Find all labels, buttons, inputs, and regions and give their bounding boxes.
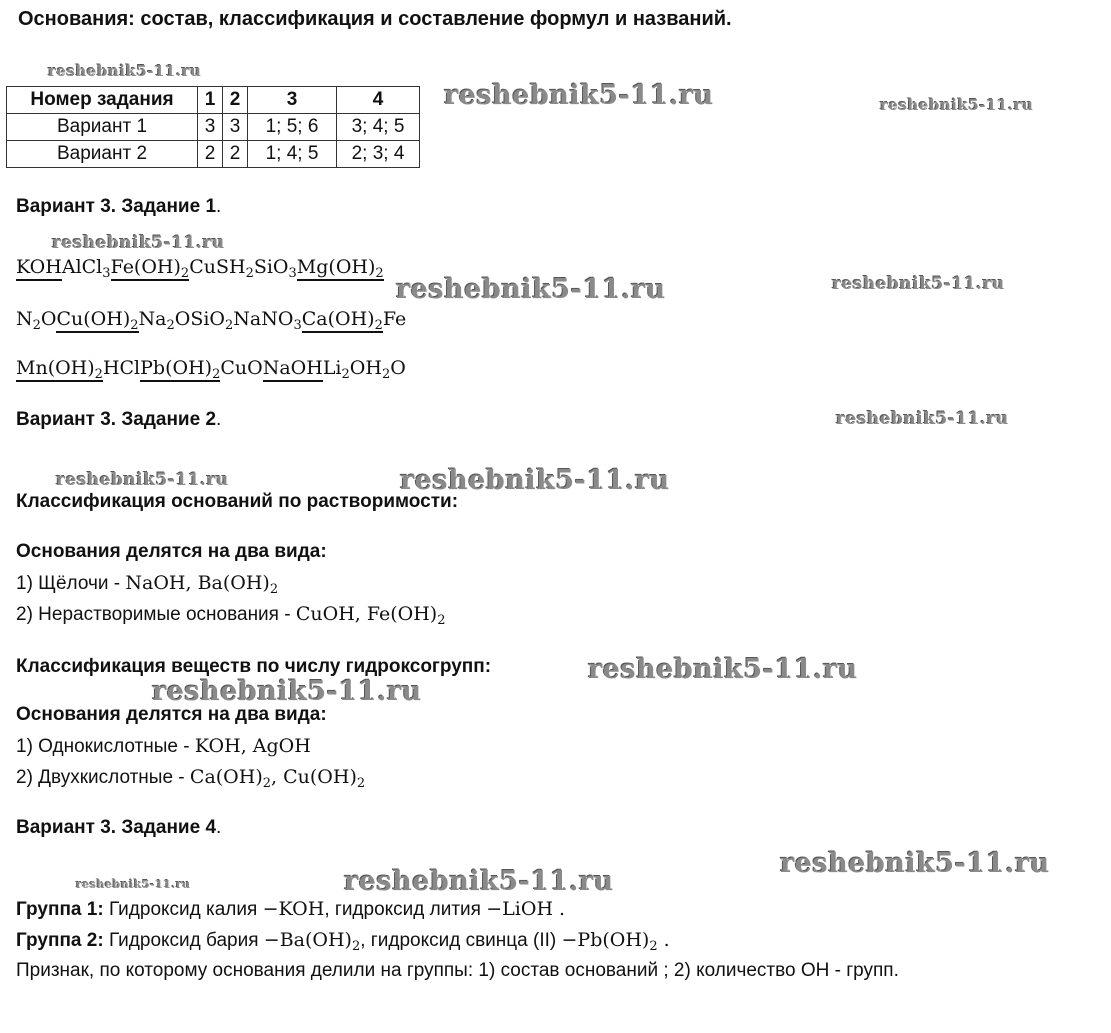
group2-line: Группа 2: Гидроксид бария $-Ba(OH)_2$, гидроксид свинца $(II) -Pb(OH)_2$ . — [16, 929, 670, 954]
table-header-row — [7, 87, 420, 114]
watermark: reshebnik5-11.ru — [52, 233, 225, 253]
heading-dot: . — [216, 409, 222, 430]
watermark: reshebnik5-11.ru — [880, 96, 1034, 114]
solubility-heading: Классификация оснований по растворимости: — [16, 491, 459, 512]
task2-heading: Вариант 3. Задание 2. — [16, 409, 222, 430]
watermark: reshebnik5-11.ru — [344, 866, 614, 897]
table-header-cell: 2 — [223, 87, 248, 114]
table-cell: 1; 4; 5 — [248, 141, 337, 168]
watermark: reshebnik5-11.ru — [396, 274, 666, 305]
table-header-cell: Номер задания — [7, 87, 198, 114]
group1-text: Гидроксид калия — [103, 899, 263, 920]
group2-text: , гидроксид свинца (II) — [360, 930, 562, 951]
formula-line-1: $KOHAlCl_3Fe(OH)_2CuSH_2SiO_3Mg(OH)_2$ — [16, 256, 384, 281]
task-label: Задание 1 — [121, 196, 217, 217]
table-cell: Вариант 2 — [7, 141, 198, 168]
watermark: reshebnik5-11.ru — [56, 470, 229, 490]
page-title: Основания: состав, классификация и составление формул и названий. — [18, 8, 732, 30]
table-header-cell: 3 — [248, 87, 337, 114]
variant-label: Вариант 3 — [16, 817, 111, 838]
two-kinds-line: Основания делятся на два вида: — [16, 541, 327, 562]
two-kinds-line: Основания делятся на два вида: — [16, 704, 327, 725]
insoluble-label: 2) Нерастворимые основания - — [16, 604, 296, 625]
table-row — [7, 114, 420, 141]
watermark: reshebnik5-11.ru — [836, 409, 1009, 429]
monoacid-line: 1) Однокислотные - KOH, AgOH — [16, 735, 311, 757]
alkali-line: 1) Щёлочи - NaOH, $Ba(OH)_2$ — [16, 572, 279, 597]
variant-label: Вариант 3 — [16, 409, 111, 430]
table-cell: 3 — [198, 114, 223, 141]
table-cell: 1; 5; 6 — [248, 114, 337, 141]
table-cell: Вариант 1 — [7, 114, 198, 141]
monoacid-label: 1) Однокислотные - — [16, 736, 195, 757]
alkali-label: 1) Щёлочи - — [16, 573, 126, 594]
table-header-cell: 1 — [198, 87, 223, 114]
table-cell: 2 — [223, 141, 248, 168]
insoluble-line: 2) Нерастворимые основания - CuOH, $Fe(OH)_2$ — [16, 603, 446, 628]
table-cell: 2 — [198, 141, 223, 168]
task-label: Задание 4 — [121, 817, 217, 838]
diacid-line: 2) Двухкислотные - $Ca(OH)_2$, $Cu(OH)_2$ — [16, 766, 366, 791]
watermark: reshebnik5-11.ru — [444, 80, 714, 111]
table-row — [7, 141, 420, 168]
table-cell: 2; 3; 4 — [337, 141, 420, 168]
table-header-cell: 4 — [337, 87, 420, 114]
watermark: reshebnik5-11.ru — [832, 274, 1005, 294]
group2-label: Группа 2: — [16, 930, 104, 951]
group1-text: , гидроксид лития — [324, 899, 487, 920]
group1-label: Группа 1: — [16, 899, 104, 920]
watermark: reshebnik5-11.ru — [780, 848, 1050, 879]
watermark: reshebnik5-11.ru — [152, 676, 422, 707]
variant-label: Вариант 3 — [16, 196, 111, 217]
heading-dot: . — [216, 817, 222, 838]
task-label: Задание 2 — [121, 409, 217, 430]
grouping-criterion: Признак, по которому основания делили на группы: 1) состав оснований ; 2) количество ОН - групп. — [16, 960, 899, 981]
group2-text: Гидроксид бария — [103, 930, 264, 951]
watermark: reshebnik5-11.ru — [48, 62, 202, 80]
heading-dot: . — [216, 196, 222, 217]
formula-line-2: $N_2OCu(OH)_2Na_2OSiO_2NaNO_3Ca(OH)_2Fe$ — [16, 308, 407, 333]
diacid-label: 2) Двухкислотные - — [16, 767, 190, 788]
watermark: reshebnik5-11.ru — [588, 654, 858, 685]
watermark: reshebnik5-11.ru — [76, 878, 191, 891]
task4-heading: Вариант 3. Задание 4. — [16, 817, 222, 838]
task1-heading: Вариант 3. Задание 1. — [16, 196, 222, 217]
group1-line: Группа 1: Гидроксид калия −KOH, гидроксид лития −LiOH . — [16, 898, 566, 920]
oh-groups-heading: Классификация веществ по числу гидроксогрупп: — [16, 656, 492, 677]
answers-table — [6, 86, 420, 168]
table-cell: 3; 4; 5 — [337, 114, 420, 141]
table-cell: 3 — [223, 114, 248, 141]
formula-line-3: $Mn(OH)_2HClPb(OH)_2CuONaOHLi_2OH_2O$ — [16, 357, 406, 382]
watermark: reshebnik5-11.ru — [400, 465, 670, 496]
